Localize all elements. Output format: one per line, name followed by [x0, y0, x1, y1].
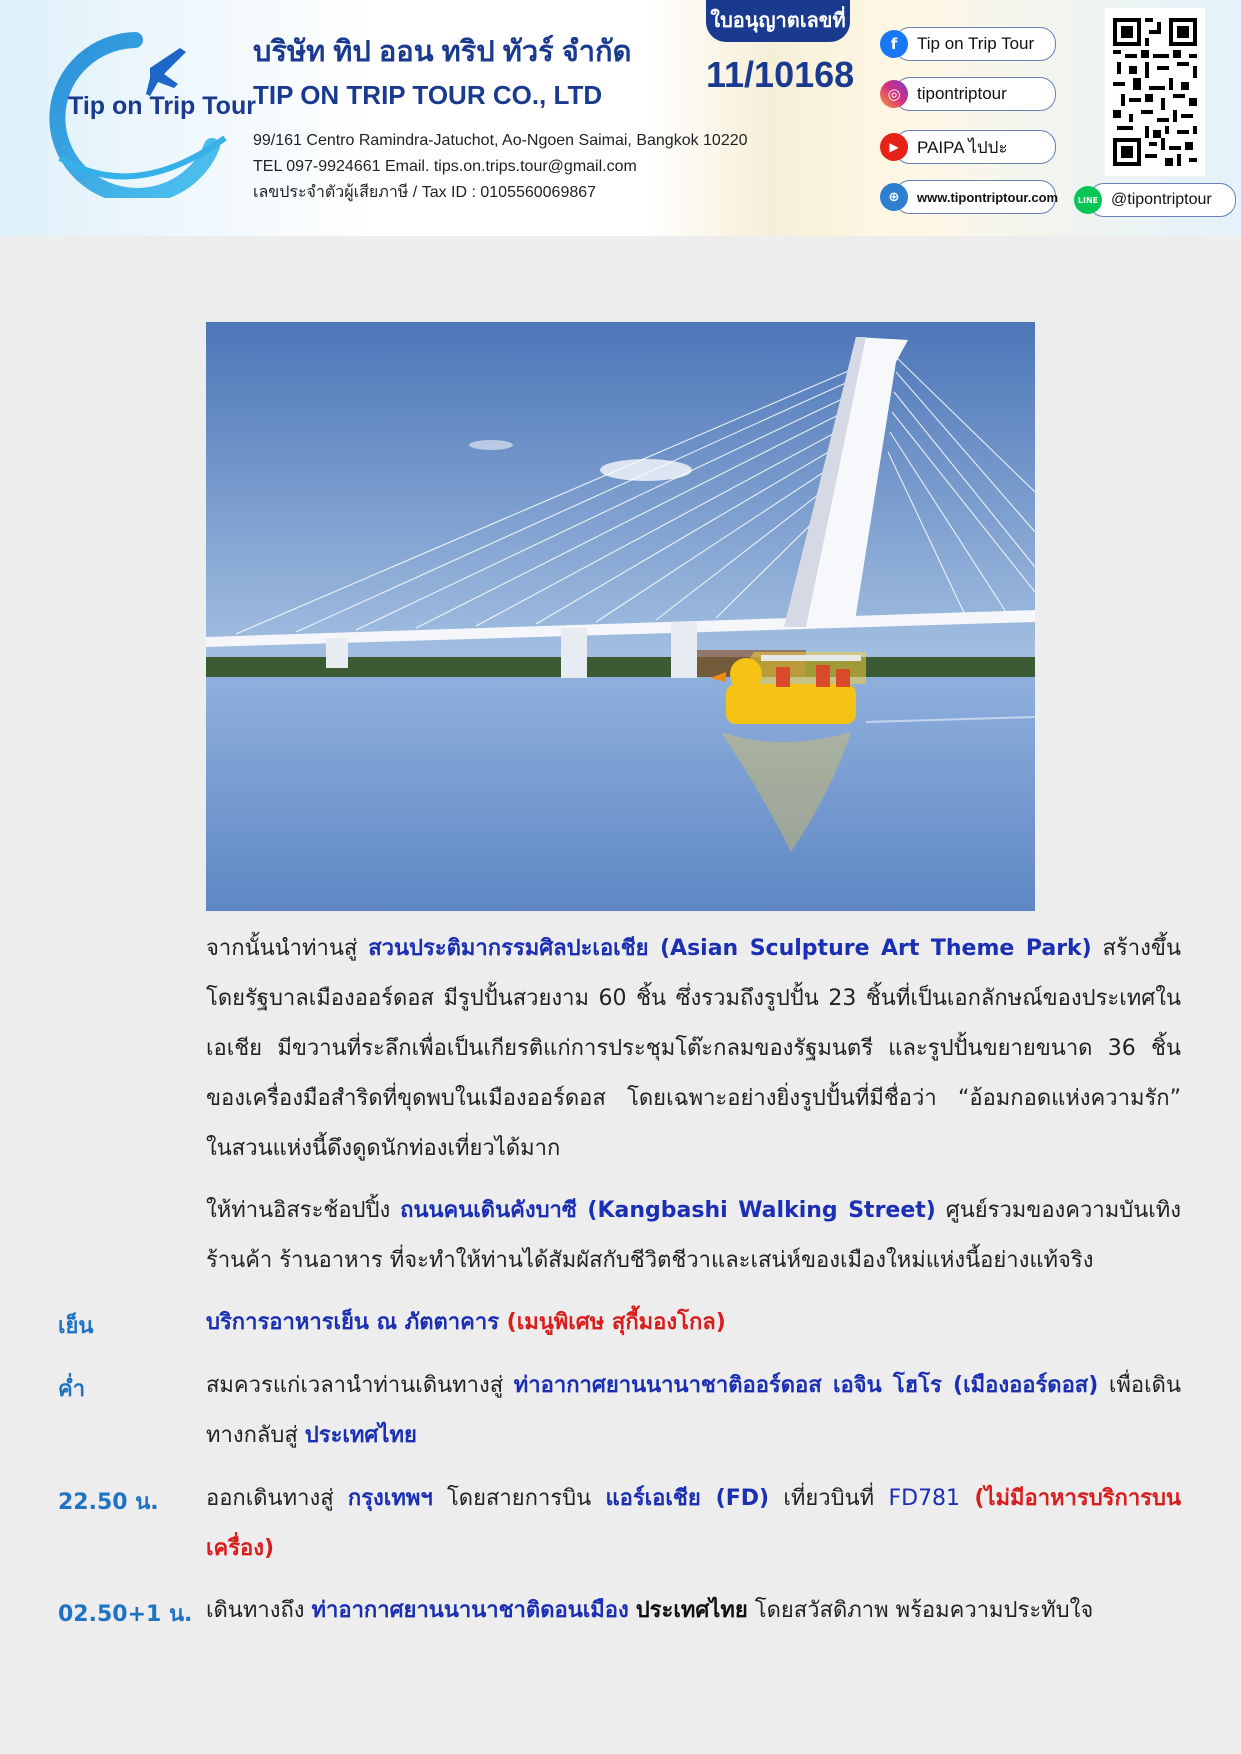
qr-code [1105, 8, 1205, 176]
youtube-link[interactable] [880, 130, 1056, 164]
line-icon: LINE [1074, 186, 1102, 214]
departure-spacer [960, 1486, 974, 1511]
facebook-link[interactable] [880, 27, 1056, 61]
line-handle: @tipontriptour [1088, 183, 1236, 217]
schedule-time: 22.50 น. [58, 1490, 159, 1515]
departure-text: ออกเดินทางสู่ [206, 1486, 348, 1511]
company-name-english: TIP ON TRIP TOUR CO., LTD [253, 80, 603, 110]
schedule-time: เย็น [58, 1314, 94, 1339]
don-mueang-airport: ท่าอากาศยานนานาชาติดอนเมือง [311, 1598, 629, 1623]
airline-name: แอร์เอเชีย (FD) [605, 1486, 770, 1511]
flight-number: FD781 [888, 1486, 961, 1511]
dinner-text: บริการอาหารเย็น ณ ภัตตาคาร [206, 1310, 507, 1335]
company-address-block [253, 128, 748, 206]
logo-text: Tip on Trip Tour [68, 92, 256, 120]
license-number: 11/10168 [706, 54, 855, 95]
line-link[interactable] [1074, 183, 1236, 217]
company-tax-id: เลขประจำตัวผู้เสียภาษี / Tax ID : 0105560069867 [253, 184, 597, 201]
departure-text-2: โดยสายการบิน [432, 1486, 606, 1511]
paragraph-sculpture-park [206, 924, 1181, 1174]
instagram-icon: ◎ [880, 80, 908, 108]
destination-bangkok: กรุงเทพฯ [347, 1486, 433, 1511]
sculpture-park-name: สวนประติมากรรมศิลปะเอเชีย (Asian Sculpture Art Theme Park) [368, 936, 1092, 961]
dinner-menu: (เมนูพิเศษ สุกี้มองโกล) [506, 1310, 726, 1335]
arrival-country: ประเทศไทย [635, 1598, 748, 1623]
para1-body: สร้างขึ้นโดยรัฐบาลเมืองออร์ดอส มีรูปปั้นสวยงาม 60 ชิ้น ซึ่งรวมถึงรูปปั้น 23 ชิ้นที่เป็นเอกลักษณ์ของประเทศในเอเชีย มีขวานที่ระลึกเพื่อเป็นเกียรติแก่การประชุมโต๊ะกลมของรัฐมนตรี และรูปปั้นขยายขนาด 36 ชิ้นของเครื่องมือสำริดที่ขุดพบในเมืองออร์ดอส โดยเฉพาะอย่างยิ่งรูปปั้นที่มีชื่อว่า “อ้อมกอดแห่งความรัก” ในสวนแห่งนี้ดึงดูดนักท่องเที่ยวได้มาก [206, 936, 1181, 1161]
youtube-icon: ▶ [880, 133, 908, 161]
company-name-thai: บริษัท ทิป ออน ทริป ทัวร์ จำกัด [253, 36, 632, 68]
paragraph-walking-street [206, 1186, 1181, 1286]
para2-intro: ให้ท่านอิสระช้อปปิ้ง [206, 1198, 401, 1223]
walking-street-name: ถนนคนเดินคังบาซี (Kangbashi Walking Street) [400, 1198, 936, 1223]
instagram-handle: tipontriptour [894, 77, 1056, 111]
para2-body: ศูนย์รวมของความบันเทิง ร้านค้า ร้านอาหาร ที่จะทำให้ท่านได้สัมผัสกับชีวิตชีวาและเสน่ห์ของเมืองใหม่แห่งนี้อย่างแท้จริง [206, 1198, 1181, 1273]
evening-text: สมควรแก่เวลานำท่านเดินทางสู่ [206, 1373, 514, 1398]
website-url: www.tipontriptour.com [894, 180, 1056, 214]
facebook-handle: Tip on Trip Tour [894, 27, 1056, 61]
license-label: ใบอนุญาตเลขที่ [706, 0, 850, 42]
youtube-handle: PAIPA ไปปะ [894, 130, 1056, 164]
letterhead [0, 0, 1241, 236]
arrival-text-2: โดยสวัสดิภาพ พร้อมความประทับใจ [747, 1598, 1094, 1623]
no-meal-note: (ไม่มีอาหารบริการบนเครื่อง) [206, 1486, 1181, 1561]
evening-text-2: เพื่อเดินทางกลับสู่ [206, 1373, 1181, 1448]
ordos-airport: ท่าอากาศยานนานาชาติออร์ดอส เอจิน โฮโร (เมืองออร์ดอส) [513, 1373, 1099, 1398]
destination-thailand: ประเทศไทย [304, 1423, 417, 1448]
website-link[interactable] [880, 180, 1059, 214]
arrival-spacer [629, 1598, 636, 1623]
instagram-link[interactable] [880, 77, 1056, 111]
company-address: 99/161 Centro Ramindra-Jatuchot, Ao-Ngoen Saimai, Bangkok 10220 [253, 132, 748, 149]
schedule-time: ค่ำ [58, 1377, 86, 1402]
globe-icon: ⊕ [880, 183, 908, 211]
schedule-time: 02.50+1 น. [58, 1602, 193, 1627]
bridge-lake-photo [206, 322, 1035, 911]
departure-text-3: เที่ยวบินที่ [769, 1486, 889, 1511]
facebook-icon: f [880, 30, 908, 58]
para1-intro: จากนั้นนำท่านสู่ [206, 936, 369, 961]
qr-code-icon [1113, 18, 1197, 166]
company-contact: TEL 097-9924661 Email. tips.on.trips.tour@gmail.com [253, 158, 637, 175]
arrival-text: เดินทางถึง [206, 1598, 312, 1623]
